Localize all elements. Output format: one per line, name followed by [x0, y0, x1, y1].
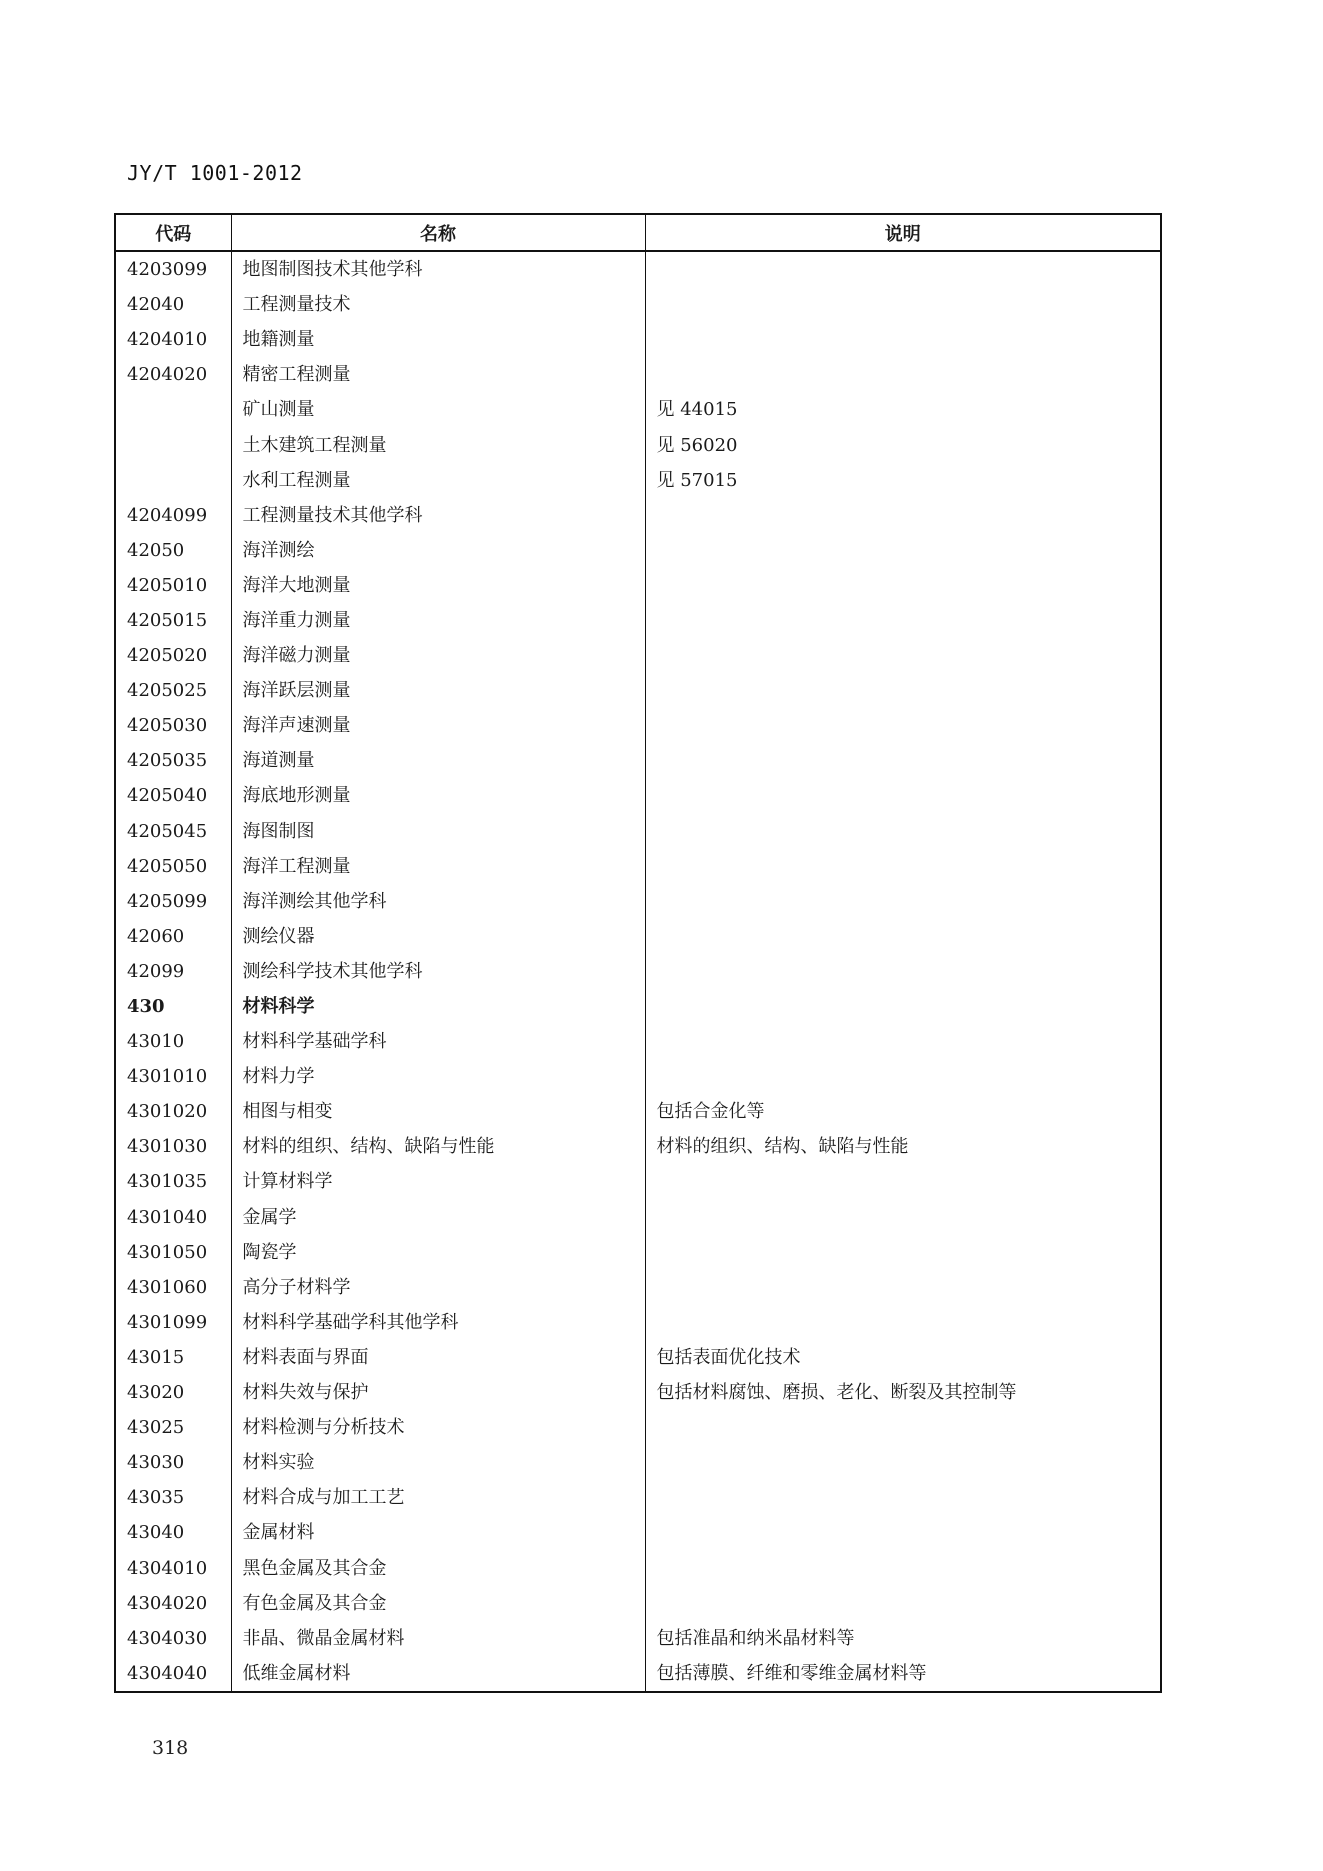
cell-code: 4301060: [127, 1276, 208, 1298]
cell-code: 4205050: [127, 855, 208, 877]
cell-code: [115, 392, 231, 427]
cell-name: 海洋磁力测量: [231, 638, 645, 673]
cell-name: 地籍测量: [231, 322, 645, 357]
cell-code: 4301099: [127, 1311, 208, 1333]
cell-note: [645, 849, 1161, 884]
cell-name: 水利工程测量: [231, 463, 645, 498]
cell-name: 陶瓷学: [231, 1235, 645, 1270]
cell-name: 计算材料学: [231, 1164, 645, 1199]
cell-code: 4204099: [127, 504, 208, 526]
cell-note: [645, 1059, 1161, 1094]
table-row: [115, 1621, 1161, 1656]
cell-code: [115, 463, 231, 498]
table-row: [115, 427, 1161, 462]
column-header-code: 代码: [115, 214, 231, 251]
document-standard-header: JY/T 1001-2012: [127, 161, 303, 185]
table-row: [115, 533, 1161, 568]
cell-code: 4304030: [127, 1627, 208, 1649]
cell-note: [645, 673, 1161, 708]
column-header-note: 说明: [645, 214, 1161, 251]
cell-name: 材料科学基础学科其他学科: [231, 1305, 645, 1340]
table-row: [115, 989, 1161, 1024]
table-row: [115, 1094, 1161, 1129]
cell-note: [645, 287, 1161, 322]
cell-name: 海洋声速测量: [231, 708, 645, 743]
cell-name: 海图制图: [231, 814, 645, 849]
cell-name: 材料科学: [231, 989, 645, 1024]
table-row: [115, 1340, 1161, 1375]
cell-code: 43040: [127, 1522, 185, 1544]
cell-code: 4304010: [127, 1557, 208, 1579]
page-number: 318: [152, 1737, 189, 1759]
table-row: [115, 1270, 1161, 1305]
table-row: [115, 392, 1161, 427]
cell-note: [645, 1550, 1161, 1585]
table-row: [115, 884, 1161, 919]
table-row: [115, 1200, 1161, 1235]
cell-note: [645, 1515, 1161, 1550]
table-body: [115, 251, 1161, 1692]
cell-code: 4205035: [127, 750, 208, 772]
cell-note: [645, 814, 1161, 849]
table-row: [115, 1480, 1161, 1515]
table-row: [115, 954, 1161, 989]
cell-code: 4205030: [127, 715, 208, 737]
cell-name: 材料合成与加工工艺: [231, 1480, 645, 1515]
table-row: [115, 322, 1161, 357]
cell-code: 4205045: [127, 820, 208, 842]
cell-note: [645, 1445, 1161, 1480]
table-row: [115, 463, 1161, 498]
cell-note: 包括准晶和纳米晶材料等: [645, 1621, 1161, 1656]
cell-name: 金属学: [231, 1200, 645, 1235]
cell-code: 4205025: [127, 680, 208, 702]
table-row: [115, 814, 1161, 849]
cell-code: 430: [127, 996, 165, 1018]
cell-name: 材料检测与分析技术: [231, 1410, 645, 1445]
classification-table: [114, 213, 1162, 1693]
cell-note: 包括材料腐蚀、磨损、老化、断裂及其控制等: [645, 1375, 1161, 1410]
cell-name: 土木建筑工程测量: [231, 427, 645, 462]
cell-name: 地图制图技术其他学科: [231, 251, 645, 287]
cell-name: 测绘仪器: [231, 919, 645, 954]
cell-name: 海道测量: [231, 743, 645, 778]
cell-note: [645, 778, 1161, 813]
cell-name: 矿山测量: [231, 392, 645, 427]
cell-name: 海洋跃层测量: [231, 673, 645, 708]
cell-code: 43025: [127, 1417, 185, 1439]
table-row: [115, 1024, 1161, 1059]
cell-name: 材料失效与保护: [231, 1375, 645, 1410]
table-row: [115, 1235, 1161, 1270]
column-header-name: 名称: [231, 214, 645, 251]
table-row: [115, 1305, 1161, 1340]
cell-name: 材料表面与界面: [231, 1340, 645, 1375]
cell-code: 4205020: [127, 645, 208, 667]
table-row: [115, 357, 1161, 392]
cell-code: 4304040: [127, 1662, 208, 1684]
cell-note: [645, 743, 1161, 778]
cell-note: [645, 533, 1161, 568]
cell-code: 4304020: [127, 1592, 208, 1614]
cell-name: 材料科学基础学科: [231, 1024, 645, 1059]
cell-note: [645, 708, 1161, 743]
cell-code: 4205040: [127, 785, 208, 807]
table-row: [115, 603, 1161, 638]
cell-code: 42040: [127, 294, 185, 316]
cell-note: [645, 251, 1161, 287]
table-row: [115, 778, 1161, 813]
table-row: [115, 919, 1161, 954]
cell-name: 测绘科学技术其他学科: [231, 954, 645, 989]
cell-code: 43035: [127, 1487, 185, 1509]
table-row: [115, 708, 1161, 743]
cell-note: [645, 568, 1161, 603]
table-row: [115, 1445, 1161, 1480]
cell-code: 42099: [127, 960, 185, 982]
table-row: [115, 1375, 1161, 1410]
cell-code: 4301035: [127, 1171, 208, 1193]
cell-note: [645, 884, 1161, 919]
cell-note: 材料的组织、结构、缺陷与性能: [645, 1129, 1161, 1164]
cell-name: 金属材料: [231, 1515, 645, 1550]
table-row: [115, 287, 1161, 322]
table-row: [115, 568, 1161, 603]
cell-note: [645, 1270, 1161, 1305]
table-row: [115, 1129, 1161, 1164]
cell-note: [645, 989, 1161, 1024]
table-row: [115, 638, 1161, 673]
cell-name: 精密工程测量: [231, 357, 645, 392]
cell-note: [645, 603, 1161, 638]
cell-note: [645, 1480, 1161, 1515]
table-row: [115, 1586, 1161, 1621]
cell-note: [645, 498, 1161, 533]
cell-name: 相图与相变: [231, 1094, 645, 1129]
cell-code: 4301050: [127, 1241, 208, 1263]
cell-name: 海洋大地测量: [231, 568, 645, 603]
cell-note: [645, 1305, 1161, 1340]
cell-name: 高分子材料学: [231, 1270, 645, 1305]
cell-name: 工程测量技术其他学科: [231, 498, 645, 533]
cell-note: [645, 1200, 1161, 1235]
cell-note: 见 56020: [645, 427, 1161, 462]
cell-code: 42050: [127, 539, 185, 561]
table-row: [115, 743, 1161, 778]
cell-name: 工程测量技术: [231, 287, 645, 322]
cell-note: [645, 1410, 1161, 1445]
cell-name: 海洋工程测量: [231, 849, 645, 884]
cell-note: 包括表面优化技术: [645, 1340, 1161, 1375]
table-row: [115, 1164, 1161, 1199]
cell-note: 包括合金化等: [645, 1094, 1161, 1129]
table-row: [115, 498, 1161, 533]
cell-name: 海底地形测量: [231, 778, 645, 813]
cell-name: 材料实验: [231, 1445, 645, 1480]
cell-code: 4204010: [127, 329, 208, 351]
cell-name: 有色金属及其合金: [231, 1586, 645, 1621]
cell-code: 4205015: [127, 609, 208, 631]
cell-note: [645, 357, 1161, 392]
cell-note: [645, 1235, 1161, 1270]
cell-note: [645, 1164, 1161, 1199]
table-row: [115, 1410, 1161, 1445]
cell-note: [645, 954, 1161, 989]
table-row: [115, 251, 1161, 287]
cell-note: [645, 638, 1161, 673]
table-row: [115, 1550, 1161, 1585]
cell-code: 4301010: [127, 1066, 208, 1088]
table-row: [115, 1059, 1161, 1094]
cell-code: 4205010: [127, 574, 208, 596]
cell-code: 4203099: [127, 259, 208, 281]
cell-name: 材料的组织、结构、缺陷与性能: [231, 1129, 645, 1164]
cell-note: [645, 1024, 1161, 1059]
table-row: [115, 849, 1161, 884]
cell-note: [645, 322, 1161, 357]
table-row: [115, 1656, 1161, 1692]
cell-code: 43010: [127, 1031, 185, 1053]
cell-note: [645, 1586, 1161, 1621]
cell-code: 42060: [127, 925, 185, 947]
cell-code: 4301040: [127, 1206, 208, 1228]
cell-note: 见 57015: [645, 463, 1161, 498]
table-header-row: [115, 214, 1161, 251]
cell-code: 4205099: [127, 890, 208, 912]
cell-note: [645, 919, 1161, 954]
cell-code: 4204020: [127, 364, 208, 386]
table-row: [115, 673, 1161, 708]
cell-code: [115, 427, 231, 462]
cell-name: 海洋重力测量: [231, 603, 645, 638]
cell-code: 43020: [127, 1382, 185, 1404]
cell-note: 包括薄膜、纤维和零维金属材料等: [645, 1656, 1161, 1692]
cell-name: 海洋测绘其他学科: [231, 884, 645, 919]
cell-note: 见 44015: [645, 392, 1161, 427]
cell-name: 低维金属材料: [231, 1656, 645, 1692]
cell-name: 黑色金属及其合金: [231, 1550, 645, 1585]
cell-name: 非晶、微晶金属材料: [231, 1621, 645, 1656]
cell-code: 4301020: [127, 1101, 208, 1123]
cell-name: 材料力学: [231, 1059, 645, 1094]
cell-code: 43030: [127, 1452, 185, 1474]
table-row: [115, 1515, 1161, 1550]
cell-code: 4301030: [127, 1136, 208, 1158]
cell-code: 43015: [127, 1346, 185, 1368]
classification-table-container: [114, 213, 1160, 1693]
cell-name: 海洋测绘: [231, 533, 645, 568]
